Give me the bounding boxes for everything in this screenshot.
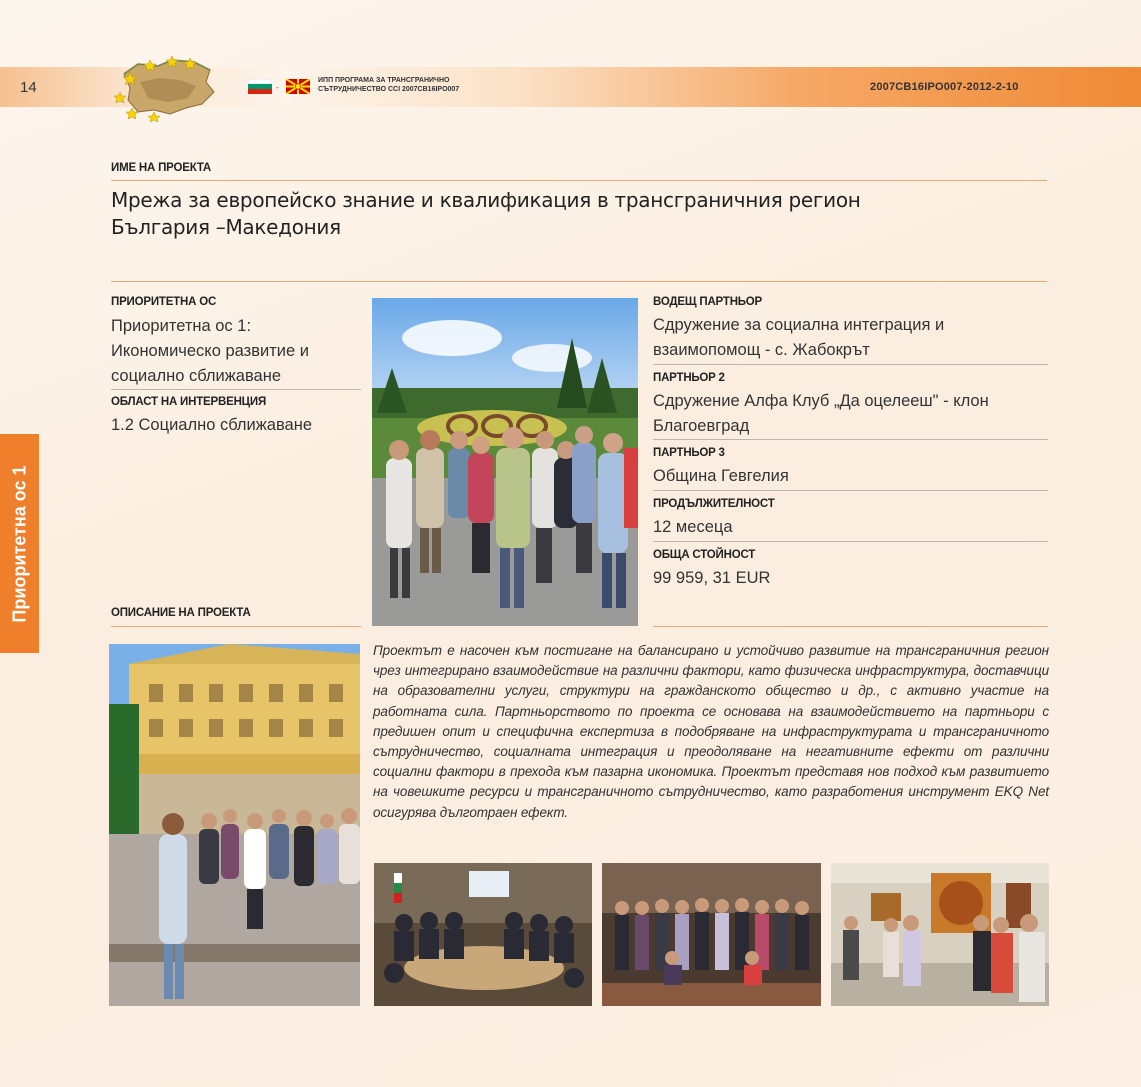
lead-partner-line1: Сдружение за социална интеграция и (653, 316, 945, 334)
bulgaria-map-logo (110, 52, 220, 122)
intervention-area-label: ОБЛАСТ НА ИНТЕРВЕНЦИЯ (111, 396, 267, 408)
priority-axis-value (111, 314, 361, 389)
partner-2-line2: Благоевград (653, 417, 750, 435)
project-title-line2: България –Македония (111, 215, 341, 239)
programme-title-line2: СЪТРУДНИЧЕСТВО CCI 2007CB16IPO007 (318, 86, 460, 93)
flag-separator: - (276, 83, 279, 92)
priority-axis-line3: социално сближаване (111, 367, 282, 385)
page-number: 14 (20, 79, 37, 96)
partner-3-value: Община Гевгелия (653, 467, 789, 485)
project-code: 2007CB16IPO007-2012-2-10 (870, 81, 1019, 93)
hotel-photo (109, 644, 360, 1006)
total-cost-value: 99 959, 31 EUR (653, 569, 771, 587)
partner-3-label: ПАРТНЬОР 3 (653, 447, 725, 459)
divider (653, 364, 1048, 365)
programme-title-line1: ИПП ПРОГРАМА ЗА ТРАНСГРАНИЧНО (318, 77, 450, 84)
programme-title (318, 76, 488, 94)
duration-label: ПРОДЪЛЖИТЕЛНОСТ (653, 498, 775, 510)
project-name-label: ИМЕ НА ПРОЕКТА (111, 162, 212, 174)
divider (653, 490, 1048, 491)
partner-2-line1: Сдружение Алфа Клуб „Да оцелееш" - клон (653, 392, 989, 410)
bulgaria-flag-icon (248, 79, 272, 94)
partner-2-value (653, 389, 1048, 439)
macedonia-flag-icon (286, 79, 310, 94)
priority-axis-label: ПРИОРИТЕТНА ОС (111, 296, 217, 308)
group-photo-hall (602, 863, 821, 1006)
description-label: ОПИСАНИЕ НА ПРОЕКТА (111, 607, 251, 619)
duration-value: 12 месеца (653, 518, 733, 536)
divider (653, 626, 1048, 627)
total-cost-label: ОБЩА СТОЙНОСТ (653, 549, 756, 561)
divider (111, 389, 361, 390)
priority-axis-line1: Приоритетна ос 1: (111, 317, 252, 335)
group-photo-park (372, 298, 638, 626)
divider (111, 281, 1047, 282)
meeting-photo (374, 863, 592, 1006)
intervention-area-value: 1.2 Социално сближаване (111, 416, 313, 434)
project-title (111, 187, 1047, 241)
exhibition-photo (831, 863, 1049, 1006)
priority-axis-line2: Икономическо развитие и (111, 342, 309, 360)
partner-2-label: ПАРТНЬОР 2 (653, 372, 725, 384)
divider (653, 541, 1048, 542)
lead-partner-label: ВОДЕЩ ПАРТНЬОР (653, 296, 762, 308)
divider (111, 626, 361, 627)
divider (111, 180, 1047, 181)
divider (653, 439, 1048, 440)
lead-partner-line2: взаимопомощ - с. Жабокрът (653, 341, 870, 359)
side-tab-label: Приоритетна ос 1 (9, 464, 29, 623)
lead-partner-value (653, 313, 1048, 363)
project-title-line1: Мрежа за европейско знание и квалификация в трансграничния регион (111, 188, 861, 212)
project-description: Проектът е насочен към постигане на балансирано и устойчиво развитие на трансграничния регион чрез интегрирано взаимодействие на различни фактори, като физическа инфраструктура, доставчици на образователни услуги, структури на гражданското общество и др., с активно участие на работната сила. Партньорството по проекта се основава на взаимодействието на партньори с предишен опит и специфична експертиза в подобряване на инфраструктурата и трансграничното сътрудничество, социалната интеграция и преодоляване на негативните ефекти от различни социални фактори в прехода към пазарна икономика. Проектът представя нов подход към развитието на човешките ресурси и трансграничното сътрудничество, като разработения инструмент EKQ Net осигурява дълготраен ефект. (373, 643, 1049, 820)
side-tab (0, 434, 39, 653)
